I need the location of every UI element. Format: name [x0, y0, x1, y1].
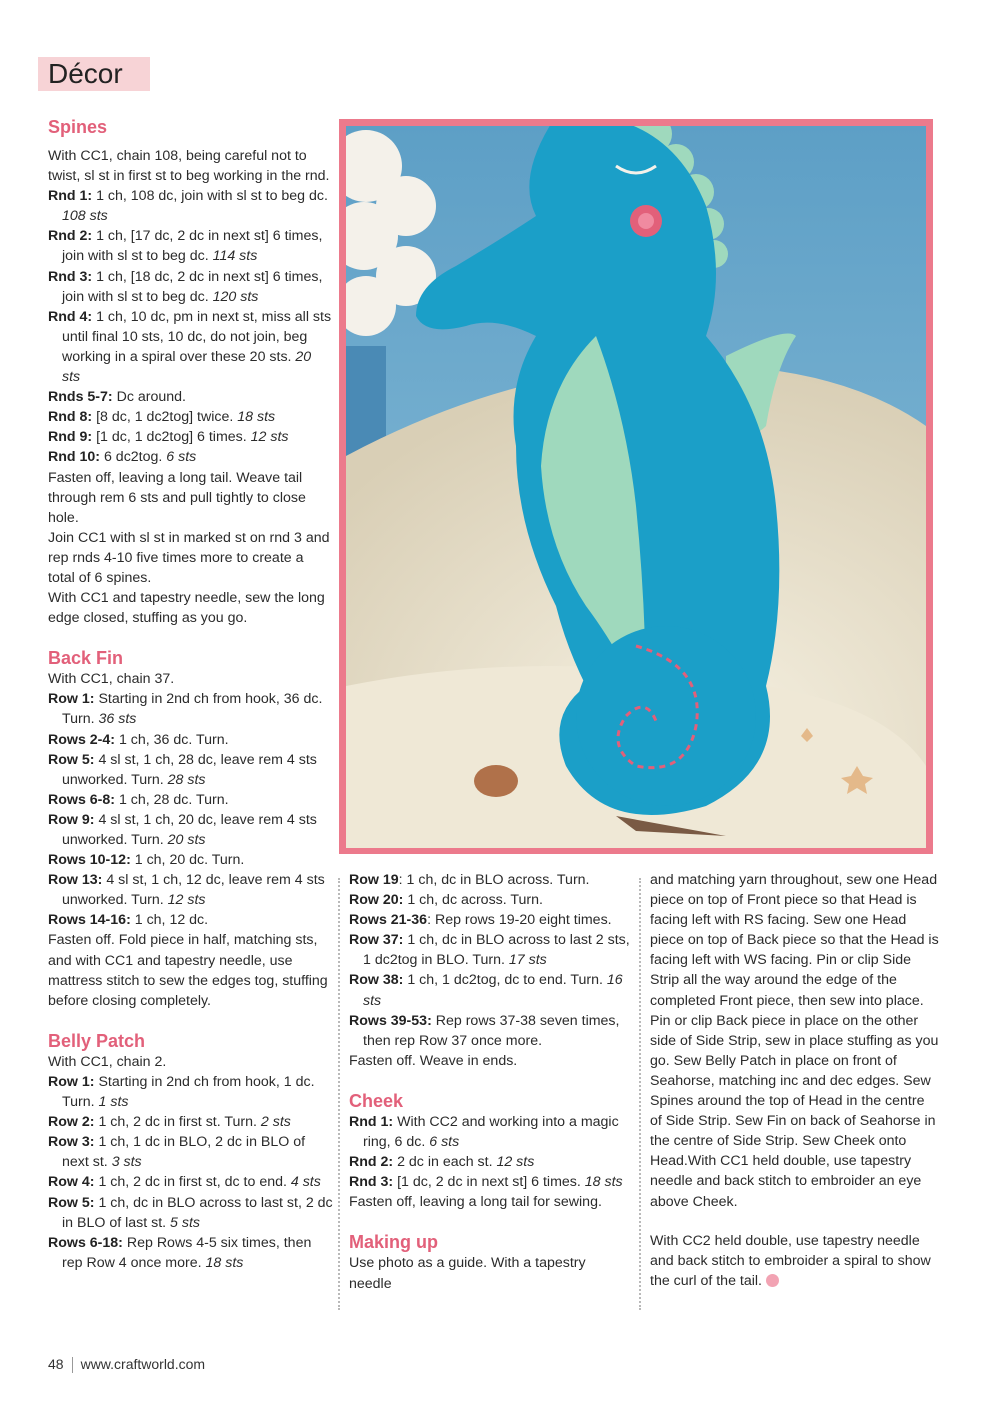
back-fin-heading: Back Fin: [48, 648, 124, 669]
row-text: 1 ch, 20 dc. Turn.: [130, 852, 245, 869]
row-text: 1 ch, dc across. Turn.: [403, 892, 543, 909]
instruction-row: [349, 930, 631, 970]
row-text: Starting in 2nd ch from hook, 1 dc. Turn.: [62, 1073, 315, 1111]
row-label: Rnd 8:: [48, 409, 93, 426]
row-text: [1 dc, 1 dc2tog] 6 times.: [92, 429, 251, 446]
row-label: Rows 6-18:: [48, 1234, 123, 1251]
row-text: Rep rows 37-38 seven times, then rep Row 37 once more.: [363, 1012, 620, 1049]
instruction-row: [48, 1193, 333, 1233]
back-fin-intro: With CC1, chain 37.: [48, 671, 175, 688]
row-label: Row 2:: [48, 1114, 95, 1131]
row-count: 6 sts: [166, 449, 197, 466]
instruction-row: [48, 910, 333, 930]
instruction-row: [48, 307, 333, 387]
row-label: Rnd 3:: [349, 1174, 394, 1191]
row-label: Row 5:: [48, 1194, 95, 1211]
instruction-row: [48, 850, 333, 870]
column-1: [48, 116, 333, 1273]
instruction-row: [48, 810, 333, 850]
row-label: Rows 6-8:: [48, 791, 116, 808]
spines-outro-3: With CC1 and tapestry needle, sew the long edge closed, stuffing as you go.: [48, 590, 325, 627]
row-label: Rows 21-36: [349, 912, 428, 929]
spines-outro-1: Fasten off, leaving a long tail. Weave tail through rem 6 sts and pull tightly to close hole.: [48, 469, 306, 526]
row-label: Rnd 10:: [48, 449, 101, 466]
instruction-row: [349, 910, 631, 930]
instruction-row: [48, 730, 333, 750]
instruction-row: [48, 226, 333, 266]
row-label: Row 19: [349, 872, 399, 888]
row-text: 1 ch, [18 dc, 2 dc in next st] 6 times, join with sl st to beg dc.: [62, 268, 323, 305]
column-divider-2: [639, 878, 641, 1310]
row-label: Row 1:: [48, 691, 95, 708]
row-text: 4 sl st, 1 ch, 28 dc, leave rem 4 sts unworked. Turn.: [62, 751, 317, 788]
row-text: 1 ch, dc in BLO across to last st, 2 dc in BLO of last st.: [62, 1194, 333, 1231]
row-count: 28 sts: [167, 771, 206, 788]
making-up-text-2: and matching yarn throughout, sew one Head piece on top of Front piece so that Head is facing left with RS facing. Sew one Head piece on top of Back piece so that the Head is facing left with WS facing. Pin or clip Side Strip all the way around the edge of the completed Front piece, then sew into place. Pin or clip Back piece in place on the other side of Side Strip, sew in place stuffing as you go. Sew Belly Patch in place on front of Seahorse, matching inc and dec edges. Sew Spines around the top of Head in the centre of Side Strip. Sew Fin on back of Seahorse in the centre of Side Strip. Sew Cheek onto Head.With CC1 held double, use tapestry needle and back stitch to embroider an eye above Cheek.: [650, 872, 939, 1210]
row-text: 6 dc2tog.: [100, 449, 167, 466]
column-2: [349, 870, 631, 1294]
instruction-row: [48, 427, 333, 447]
making-up-heading: Making up: [349, 1232, 438, 1253]
instruction-row: [48, 267, 333, 307]
row-count: 20 sts: [167, 832, 206, 848]
row-label: Rows 10-12:: [48, 852, 131, 869]
row-text: 1 ch, dc in BLO across to last 2 sts, 1 dc2tog in BLO. Turn.: [363, 932, 630, 969]
row-text: [1 dc, 2 dc in next st] 6 times.: [393, 1174, 585, 1191]
row-count: 16 sts: [363, 972, 623, 1009]
belly-patch-intro: With CC1, chain 2.: [48, 1053, 167, 1070]
instruction-row: [48, 186, 333, 226]
row-text: Starting in 2nd ch from hook, 36 dc. Turn.: [62, 691, 323, 728]
row-text: Rep Rows 4-5 six times, then rep Row 4 once more.: [62, 1234, 312, 1271]
row-label: Row 38:: [349, 972, 404, 989]
row-text: 4 sl st, 1 ch, 12 dc, leave rem 4 sts unworked. Turn.: [62, 872, 325, 909]
instruction-row: [48, 1112, 333, 1132]
section-tag: [38, 57, 150, 91]
belly-cont-outro: Fasten off. Weave in ends.: [349, 1052, 518, 1069]
row-text: With CC2 and working into a magic ring, 6 dc.: [363, 1113, 619, 1151]
row-label: Rnd 3:: [48, 268, 93, 285]
row-text: : Rep rows 19-20 eight times.: [427, 912, 612, 929]
row-count: 17 sts: [508, 952, 547, 969]
instruction-row: [349, 1011, 631, 1051]
instruction-row: [48, 1233, 333, 1273]
row-text: [8 dc, 1 dc2tog] twice.: [92, 409, 238, 426]
row-count: 2 sts: [260, 1114, 291, 1131]
row-label: Row 5:: [48, 751, 95, 768]
row-label: Rnd 2:: [48, 228, 93, 245]
row-label: Rnd 1:: [349, 1113, 394, 1130]
row-text: 1 ch, 1 dc in BLO, 2 dc in BLO of next st.: [62, 1134, 306, 1171]
row-label: Row 1:: [48, 1073, 95, 1090]
row-count: 18 sts: [237, 409, 276, 426]
row-count: 3 sts: [111, 1154, 142, 1171]
instruction-row: [349, 1152, 631, 1172]
row-label: Row 13:: [48, 872, 103, 889]
row-count: 4 sts: [290, 1174, 321, 1191]
instruction-row: [349, 1172, 631, 1192]
cheek-outro: Fasten off, leaving a long tail for sewing.: [349, 1194, 602, 1211]
row-count: 120 sts: [212, 288, 259, 305]
row-text: Dc around.: [112, 389, 186, 406]
row-count: 12 sts: [496, 1154, 535, 1171]
instruction-row: [48, 387, 333, 407]
section-tag-label: Décor: [48, 58, 123, 89]
back-fin-outro: Fasten off. Fold piece in half, matching sts, and with CC1 and tapestry needle, use mattress stitch to sew the edges tog, stuffing before closing completely.: [48, 932, 328, 1009]
row-count: 36 sts: [98, 711, 137, 728]
page-footer: [48, 1356, 205, 1373]
instruction-row: [48, 1172, 333, 1192]
row-count: 18 sts: [584, 1174, 623, 1191]
row-count: 108 sts: [62, 208, 108, 225]
spines-heading: Spines: [48, 117, 108, 137]
row-count: 12 sts: [250, 429, 289, 446]
website-link[interactable]: www.craftworld.com: [80, 1356, 206, 1372]
instruction-row: [48, 447, 333, 467]
row-label: Rnds 5-7:: [48, 389, 113, 406]
row-label: Rows 14-16:: [48, 912, 131, 929]
row-text: 1 ch, 28 dc. Turn.: [115, 791, 229, 808]
row-label: Rnd 1:: [48, 188, 93, 205]
row-label: Row 20:: [349, 892, 404, 909]
row-count: 18 sts: [205, 1254, 244, 1271]
row-text: : 1 ch, dc in BLO across. Turn.: [398, 872, 590, 888]
instruction-row: [48, 1072, 333, 1112]
seahorse-photo: [346, 126, 926, 848]
row-text: 1 ch, 12 dc.: [130, 912, 209, 929]
column-3: [650, 870, 940, 1291]
tail-curl: [576, 626, 756, 806]
instruction-row: [349, 970, 631, 1010]
instruction-row: [349, 870, 631, 890]
instruction-row: [349, 1112, 631, 1152]
row-text: 4 sl st, 1 ch, 20 dc, leave rem 4 sts unworked. Turn.: [62, 811, 317, 848]
column-divider-1: [338, 878, 340, 1310]
cheek-heading: Cheek: [349, 1090, 404, 1111]
row-label: Rnd 4:: [48, 308, 93, 325]
row-count: 114 sts: [212, 248, 258, 265]
instruction-row: [48, 790, 333, 810]
row-count: 12 sts: [167, 892, 206, 909]
row-text: 1 ch, 1 dc2tog, dc to end. Turn.: [403, 972, 607, 989]
row-label: Row 37:: [349, 932, 404, 949]
page-number: 48: [48, 1356, 64, 1372]
seashell: [474, 765, 518, 797]
back-fin-rows: [48, 689, 333, 930]
belly-patch-rows: [48, 1072, 333, 1273]
row-text: 1 ch, 2 dc in first st. Turn.: [94, 1114, 261, 1131]
row-count: 6 sts: [429, 1134, 460, 1151]
row-text: 1 ch, 10 dc, pm in next st, miss all sts until final 10 sts, 10 dc, do not join, beg working in a spiral over these 20 sts.: [62, 308, 332, 365]
row-label: Rows 2-4:: [48, 731, 116, 748]
row-text: 1 ch, 108 dc, join with sl st to beg dc.: [92, 188, 328, 205]
making-up-text-1: Use photo as a guide. With a tapestry needle: [349, 1255, 586, 1292]
row-count: 20 sts: [62, 348, 312, 386]
instruction-row: [48, 689, 333, 729]
row-count: 5 sts: [170, 1214, 200, 1231]
cheek-rows: [349, 1112, 631, 1192]
seahorse-illustration: [346, 126, 926, 848]
row-text: 1 ch, 36 dc. Turn.: [115, 731, 229, 748]
row-text: 2 dc in each st.: [393, 1154, 497, 1171]
instruction-row: [349, 890, 631, 910]
row-label: Rows 39-53:: [349, 1012, 432, 1029]
making-up-text-3: With CC2 held double, use tapestry needle and back stitch to embroider a spiral to show the curl of the tail.: [650, 1232, 931, 1289]
instruction-row: [48, 750, 333, 790]
row-label: Row 3:: [48, 1134, 95, 1151]
row-label: Rnd 9:: [48, 429, 93, 446]
belly-patch-heading: Belly Patch: [48, 1030, 146, 1051]
instruction-row: [48, 407, 333, 427]
row-count: 1 sts: [98, 1094, 129, 1111]
row-text: 1 ch, [17 dc, 2 dc in next st] 6 times, join with sl st to beg dc.: [62, 228, 323, 265]
spines-intro: With CC1, chain 108, being careful not to twist, sl st in first st to beg working in the rnd.: [48, 148, 330, 185]
yarn-ball-icon: [766, 1274, 779, 1287]
spines-rows: [48, 186, 333, 467]
belly-cont-rows: [349, 870, 631, 1051]
instruction-row: [48, 870, 333, 910]
row-label: Row 9:: [48, 811, 95, 828]
row-label: Row 4:: [48, 1174, 95, 1191]
row-text: 1 ch, 2 dc in first st, dc to end.: [94, 1174, 291, 1191]
instruction-row: [48, 1132, 333, 1172]
spines-outro-2: Join CC1 with sl st in marked st on rnd 3 and rep rnds 4-10 five times more to create a total of 6 spines.: [48, 529, 330, 586]
row-label: Rnd 2:: [349, 1154, 394, 1171]
